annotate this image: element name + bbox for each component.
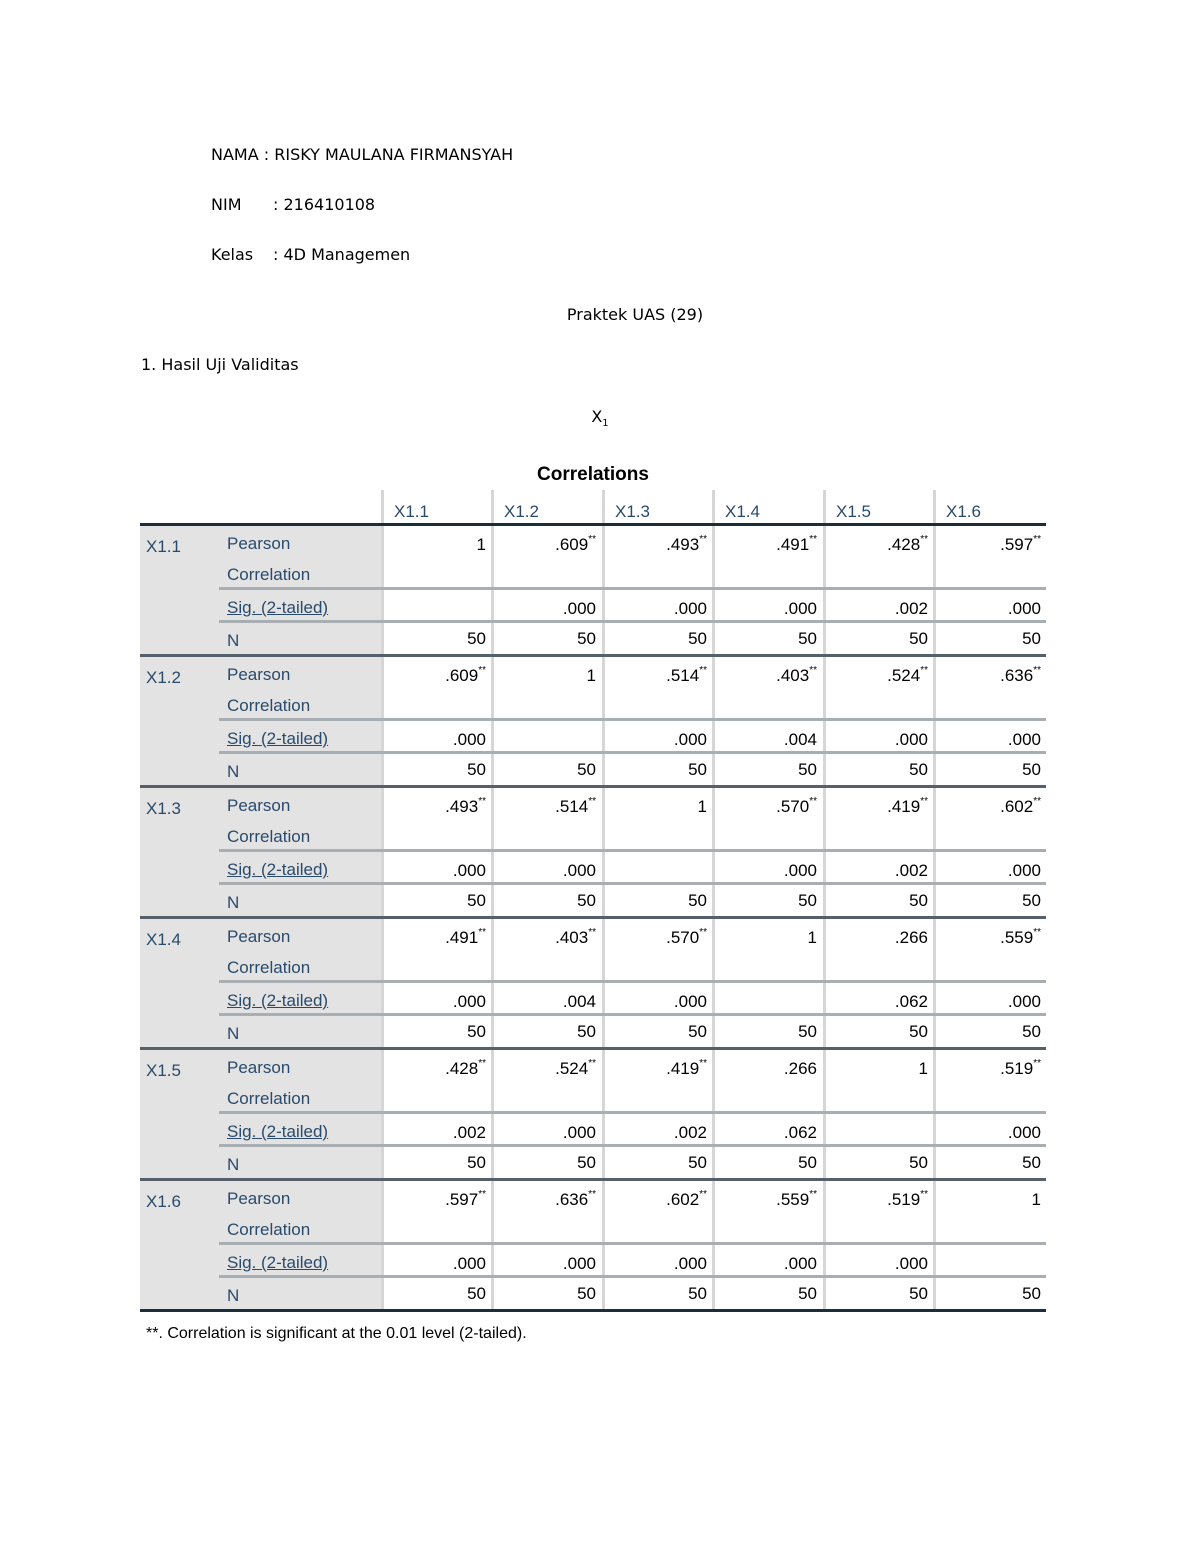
nama-separator: : (263, 145, 270, 164)
pearson-value: .266 (783, 1059, 817, 1078)
table-header (140, 490, 1046, 526)
pearson-row (219, 788, 1046, 852)
variable-base: X (591, 407, 603, 426)
sig-cell (602, 852, 712, 882)
n-label: N (227, 762, 240, 781)
sig-cell: .000 (933, 590, 1046, 620)
n-cell: 50 (491, 623, 601, 654)
pearson-cell (381, 919, 491, 980)
n-row (219, 623, 1046, 654)
n-row (219, 1147, 1046, 1178)
pearson-cell (823, 919, 933, 980)
significance-marker: ** (699, 927, 707, 938)
sig-cell: .062 (712, 1114, 822, 1144)
sig-cell: .000 (491, 590, 601, 620)
row-label: X1.2 (146, 668, 181, 687)
sig-cell (381, 590, 491, 620)
pearson-cell (491, 788, 601, 849)
sig-label: Sig. (2-tailed) (227, 1122, 329, 1141)
n-cell: 50 (712, 1278, 822, 1309)
sig-cell: .000 (712, 852, 822, 882)
pearson-label: Pearson Correlation (227, 927, 311, 977)
pearson-value: .524 (555, 1059, 589, 1078)
pearson-value: 1 (586, 666, 596, 685)
row-label: X1.6 (146, 1192, 181, 1211)
sig-cell: .000 (602, 590, 712, 620)
significance-marker: ** (478, 665, 486, 676)
significance-marker: ** (478, 1189, 486, 1200)
pearson-cell (823, 788, 933, 849)
significance-marker: ** (920, 796, 928, 807)
pearson-value: .559 (776, 1190, 810, 1209)
pearson-cell (602, 526, 712, 587)
pearson-value: .570 (776, 797, 810, 816)
significance-marker: ** (809, 796, 817, 807)
sig-row (219, 983, 1046, 1016)
n-cell: 50 (933, 885, 1046, 916)
pearson-value: .609 (555, 535, 589, 554)
pearson-value: .524 (887, 666, 921, 685)
sig-cell (712, 983, 822, 1013)
sig-label: Sig. (2-tailed) (227, 991, 329, 1010)
footnote (146, 1325, 527, 1343)
significance-marker: ** (1033, 927, 1041, 938)
pearson-row (219, 1181, 1046, 1245)
row-label: X1.1 (146, 537, 181, 556)
sig-label: Sig. (2-tailed) (227, 598, 329, 617)
pearson-value: .403 (555, 928, 589, 947)
sig-cell: .004 (712, 721, 822, 751)
pearson-value: .519 (887, 1190, 921, 1209)
sig-cell: .002 (823, 852, 933, 882)
sig-cell: .000 (602, 1245, 712, 1275)
n-cell: 50 (602, 1147, 712, 1178)
kelas-value: 4D Managemen (283, 245, 411, 264)
significance-marker: ** (920, 1189, 928, 1200)
sig-cell: .000 (381, 1245, 491, 1275)
significance-marker: ** (588, 1189, 596, 1200)
pearson-cell (933, 919, 1046, 980)
sig-cell: .000 (933, 852, 1046, 882)
footnote-marker: ** (146, 1325, 159, 1342)
pearson-value: .597 (1000, 535, 1034, 554)
pearson-cell (602, 1181, 712, 1242)
sig-cell: .000 (602, 983, 712, 1013)
pearson-cell (712, 526, 822, 587)
row-group (140, 1050, 1046, 1181)
pearson-label: Pearson Correlation (227, 1058, 311, 1108)
n-cell: 50 (491, 1278, 601, 1309)
pearson-value: .493 (445, 797, 479, 816)
significance-marker: ** (699, 665, 707, 676)
n-cell: 50 (823, 754, 933, 785)
sig-label: Sig. (2-tailed) (227, 1253, 329, 1272)
n-cell: 50 (933, 1147, 1046, 1178)
pearson-cell (602, 788, 712, 849)
significance-marker: ** (920, 534, 928, 545)
significance-marker: ** (1033, 796, 1041, 807)
significance-marker: ** (478, 796, 486, 807)
pearson-row (219, 1050, 1046, 1114)
pearson-row (219, 919, 1046, 983)
nim-value: 216410108 (283, 195, 376, 214)
pearson-value: .491 (445, 928, 479, 947)
sig-cell: .002 (602, 1114, 712, 1144)
nim-separator: : (273, 195, 279, 214)
significance-marker: ** (588, 1058, 596, 1069)
n-cell: 50 (491, 885, 601, 916)
pearson-label: Pearson Correlation (227, 796, 311, 846)
n-cell: 50 (823, 1147, 933, 1178)
pearson-value: .597 (445, 1190, 479, 1209)
n-label: N (227, 893, 240, 912)
pearson-value: .559 (1000, 928, 1034, 947)
n-cell: 50 (602, 1016, 712, 1047)
sig-cell: .000 (602, 721, 712, 751)
n-cell: 50 (933, 1278, 1046, 1309)
row-group (140, 1181, 1046, 1312)
pearson-value: .266 (894, 928, 928, 947)
pearson-cell (602, 657, 712, 718)
row-group (140, 526, 1046, 657)
n-cell: 50 (933, 754, 1046, 785)
pearson-cell (933, 1181, 1046, 1242)
n-cell: 50 (381, 1278, 491, 1309)
pearson-cell (823, 1181, 933, 1242)
pearson-cell (381, 657, 491, 718)
n-label: N (227, 1155, 240, 1174)
kelas-separator: : (273, 245, 279, 264)
significance-marker: ** (920, 665, 928, 676)
pearson-value: .602 (1000, 797, 1034, 816)
sig-cell: .062 (823, 983, 933, 1013)
n-cell: 50 (712, 1016, 822, 1047)
sig-cell: .000 (933, 721, 1046, 751)
pearson-cell (933, 788, 1046, 849)
significance-marker: ** (809, 534, 817, 545)
n-cell: 50 (381, 1016, 491, 1047)
column-header: X1.1 (381, 490, 491, 523)
pearson-value: 1 (697, 797, 707, 816)
n-row (219, 1278, 1046, 1309)
sig-cell: .000 (823, 721, 933, 751)
n-cell: 50 (712, 885, 822, 916)
nama-label: NAMA (211, 145, 259, 164)
variable-subscript: 1 (602, 418, 609, 430)
sig-cell (933, 1245, 1046, 1275)
n-cell: 50 (712, 754, 822, 785)
sig-label: Sig. (2-tailed) (227, 860, 329, 879)
pearson-cell (712, 1181, 822, 1242)
column-header: X1.3 (602, 490, 712, 523)
column-header: X1.5 (823, 490, 933, 523)
sig-cell: .000 (823, 1245, 933, 1275)
significance-marker: ** (1033, 665, 1041, 676)
significance-marker: ** (588, 796, 596, 807)
pearson-cell (823, 526, 933, 587)
pearson-value: .609 (445, 666, 479, 685)
sig-cell (491, 721, 601, 751)
pearson-cell (823, 657, 933, 718)
n-cell: 50 (381, 623, 491, 654)
n-row (219, 754, 1046, 785)
n-row (219, 1016, 1046, 1047)
sig-cell: .004 (491, 983, 601, 1013)
n-cell: 50 (602, 754, 712, 785)
pearson-cell (712, 788, 822, 849)
pearson-value: 1 (807, 928, 817, 947)
correlations-table (140, 490, 1046, 1312)
sig-cell: .000 (712, 1245, 822, 1275)
pearson-cell (933, 526, 1046, 587)
pearson-value: .491 (776, 535, 810, 554)
column-header: X1.2 (491, 490, 601, 523)
sig-cell: .000 (381, 721, 491, 751)
pearson-cell (602, 919, 712, 980)
significance-marker: ** (699, 1189, 707, 1200)
pearson-cell (491, 919, 601, 980)
kelas-line (211, 245, 410, 264)
n-cell: 50 (823, 623, 933, 654)
pearson-label: Pearson Correlation (227, 534, 311, 584)
n-cell: 50 (823, 1016, 933, 1047)
pearson-row (219, 657, 1046, 721)
significance-marker: ** (588, 927, 596, 938)
nim-line (211, 195, 375, 214)
sig-cell: .000 (933, 1114, 1046, 1144)
pearson-cell (712, 919, 822, 980)
kelas-label: Kelas (211, 245, 254, 264)
row-label: X1.4 (146, 930, 181, 949)
sig-cell: .002 (823, 590, 933, 620)
pearson-cell (381, 788, 491, 849)
pearson-value: .636 (555, 1190, 589, 1209)
pearson-cell (491, 526, 601, 587)
sig-cell: .000 (712, 590, 822, 620)
pearson-label: Pearson Correlation (227, 665, 311, 715)
n-cell: 50 (933, 623, 1046, 654)
pearson-value: .519 (1000, 1059, 1034, 1078)
significance-marker: ** (699, 1058, 707, 1069)
significance-marker: ** (1033, 1058, 1041, 1069)
pearson-value: 1 (1031, 1190, 1041, 1209)
pearson-value: .514 (555, 797, 589, 816)
pearson-value: .514 (666, 666, 700, 685)
significance-marker: ** (699, 534, 707, 545)
sig-cell: .000 (491, 1114, 601, 1144)
n-cell: 50 (491, 754, 601, 785)
n-cell: 50 (602, 623, 712, 654)
page-title: Praktek UAS (29) (566, 305, 704, 324)
pearson-cell (491, 1181, 601, 1242)
sig-row (219, 590, 1046, 623)
sig-label: Sig. (2-tailed) (227, 729, 329, 748)
table-body (140, 526, 1046, 1312)
row-label: X1.3 (146, 799, 181, 818)
pearson-value: .493 (666, 535, 700, 554)
sig-cell: .000 (491, 852, 601, 882)
n-label: N (227, 1024, 240, 1043)
row-group (140, 657, 1046, 788)
sig-cell: .000 (381, 852, 491, 882)
pearson-value: .419 (887, 797, 921, 816)
column-header: X1.6 (933, 490, 1046, 523)
table-title: Correlations (537, 464, 649, 485)
footnote-text: . Correlation is significant at the 0.01 level (2-tailed). (158, 1325, 527, 1342)
pearson-value: 1 (476, 535, 486, 554)
significance-marker: ** (1033, 534, 1041, 545)
sig-row (219, 1114, 1046, 1147)
n-label: N (227, 631, 240, 650)
pearson-value: .428 (445, 1059, 479, 1078)
row-group (140, 919, 1046, 1050)
pearson-value: .636 (1000, 666, 1034, 685)
sig-cell: .000 (381, 983, 491, 1013)
pearson-cell (712, 657, 822, 718)
sig-cell: .002 (381, 1114, 491, 1144)
n-cell: 50 (823, 1278, 933, 1309)
sig-cell (823, 1114, 933, 1144)
n-row (219, 885, 1046, 916)
n-cell: 50 (381, 885, 491, 916)
row-group (140, 788, 1046, 919)
significance-marker: ** (478, 927, 486, 938)
n-label: N (227, 1286, 240, 1305)
pearson-label: Pearson Correlation (227, 1189, 311, 1239)
pearson-cell (381, 1050, 491, 1111)
column-header: X1.4 (712, 490, 822, 523)
sig-row (219, 852, 1046, 885)
n-cell: 50 (823, 885, 933, 916)
nama-line (211, 145, 513, 164)
n-cell: 50 (381, 1147, 491, 1178)
pearson-row (219, 526, 1046, 590)
n-cell: 50 (602, 1278, 712, 1309)
sig-cell: .000 (491, 1245, 601, 1275)
sig-row (219, 1245, 1046, 1278)
pearson-value: .419 (666, 1059, 700, 1078)
pearson-value: .428 (887, 535, 921, 554)
sig-row (219, 721, 1046, 754)
pearson-cell (602, 1050, 712, 1111)
pearson-cell (933, 657, 1046, 718)
pearson-cell (491, 657, 601, 718)
significance-marker: ** (588, 534, 596, 545)
pearson-cell (381, 1181, 491, 1242)
n-cell: 50 (381, 754, 491, 785)
pearson-cell (491, 1050, 601, 1111)
row-label: X1.5 (146, 1061, 181, 1080)
pearson-value: .570 (666, 928, 700, 947)
significance-marker: ** (809, 665, 817, 676)
n-cell: 50 (712, 623, 822, 654)
pearson-value: 1 (918, 1059, 928, 1078)
variable-label (0, 407, 1200, 429)
pearson-cell (823, 1050, 933, 1111)
pearson-value: .602 (666, 1190, 700, 1209)
pearson-cell (712, 1050, 822, 1111)
nama-value: RISKY MAULANA FIRMANSYAH (274, 145, 514, 164)
nim-label: NIM (211, 195, 242, 214)
n-cell: 50 (712, 1147, 822, 1178)
n-cell: 50 (491, 1147, 601, 1178)
pearson-cell (933, 1050, 1046, 1111)
pearson-cell (381, 526, 491, 587)
sig-cell: .000 (933, 983, 1046, 1013)
significance-marker: ** (478, 1058, 486, 1069)
significance-marker: ** (809, 1189, 817, 1200)
pearson-value: .403 (776, 666, 810, 685)
n-cell: 50 (491, 1016, 601, 1047)
n-cell: 50 (602, 885, 712, 916)
n-cell: 50 (933, 1016, 1046, 1047)
section-title: 1. Hasil Uji Validitas (141, 355, 299, 374)
